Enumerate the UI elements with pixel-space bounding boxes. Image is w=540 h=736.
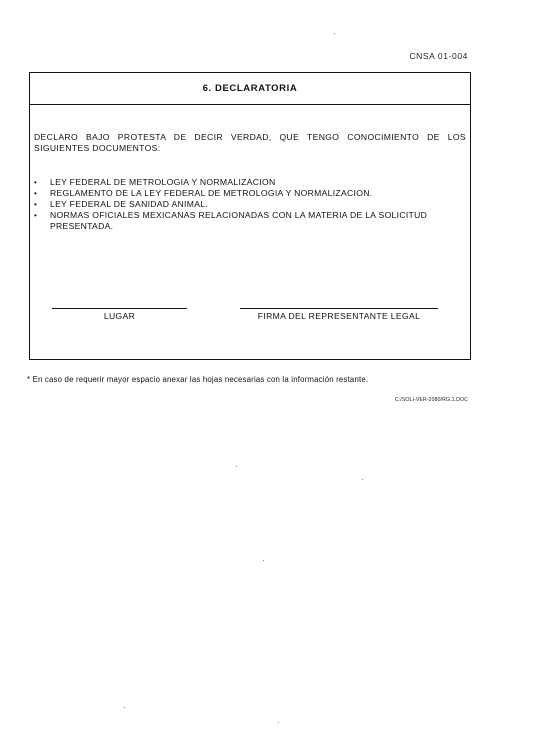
file-reference: C:/SOLI-VER-2080/RG.1.DOC <box>394 397 468 403</box>
list-item-text: LEY FEDERAL DE METROLOGIA Y NORMALIZACION <box>50 177 276 187</box>
scan-speck <box>362 479 363 480</box>
scan-speck <box>263 560 264 561</box>
scan-speck <box>334 33 335 34</box>
section-body <box>30 105 470 232</box>
list-item <box>34 210 466 232</box>
declaration-frame <box>29 72 471 360</box>
scan-speck <box>124 707 125 708</box>
place-label: LUGAR <box>103 311 136 321</box>
bullet-icon: • <box>34 178 38 187</box>
signature-line <box>240 308 438 309</box>
signature-label: FIRMA DEL REPRESENTANTE LEGAL <box>257 311 421 321</box>
place-field <box>52 308 187 321</box>
signature-area <box>30 308 470 338</box>
bullet-icon: • <box>34 211 38 220</box>
section-title: 6. DECLARATORIA <box>202 83 298 94</box>
section-header <box>30 73 470 105</box>
footnote: * En caso de requerir mayor espacio anexar las hojas necesarias con la información restante. <box>27 375 369 384</box>
document-list <box>34 177 466 232</box>
declaration-text: DECLARO BAJO PROTESTA DE DECIR VERDAD, QUE TENGO CONOCIMIENTO DE LOS SIGUIENTES DOCUMENTOS: <box>34 132 466 153</box>
place-line <box>52 308 187 309</box>
scan-speck <box>278 722 279 723</box>
list-item <box>34 177 466 188</box>
list-item <box>34 199 466 210</box>
bullet-icon: • <box>34 189 38 198</box>
signature-field <box>240 308 438 321</box>
bullet-icon: • <box>34 200 38 209</box>
list-item <box>34 188 466 199</box>
scan-speck <box>236 466 237 467</box>
list-item-text: NORMAS OFICIALES MEXICANAS RELACIONADAS CON LA MATERIA DE LA SOLICITUD PRESENTADA. <box>50 210 428 231</box>
form-code: CNSA 01-004 <box>409 51 468 61</box>
list-item-text: LEY FEDERAL DE SANIDAD ANIMAL. <box>50 199 209 209</box>
list-item-text: REGLAMENTO DE LA LEY FEDERAL DE METROLOGIA Y NORMALIZACION. <box>50 188 373 198</box>
